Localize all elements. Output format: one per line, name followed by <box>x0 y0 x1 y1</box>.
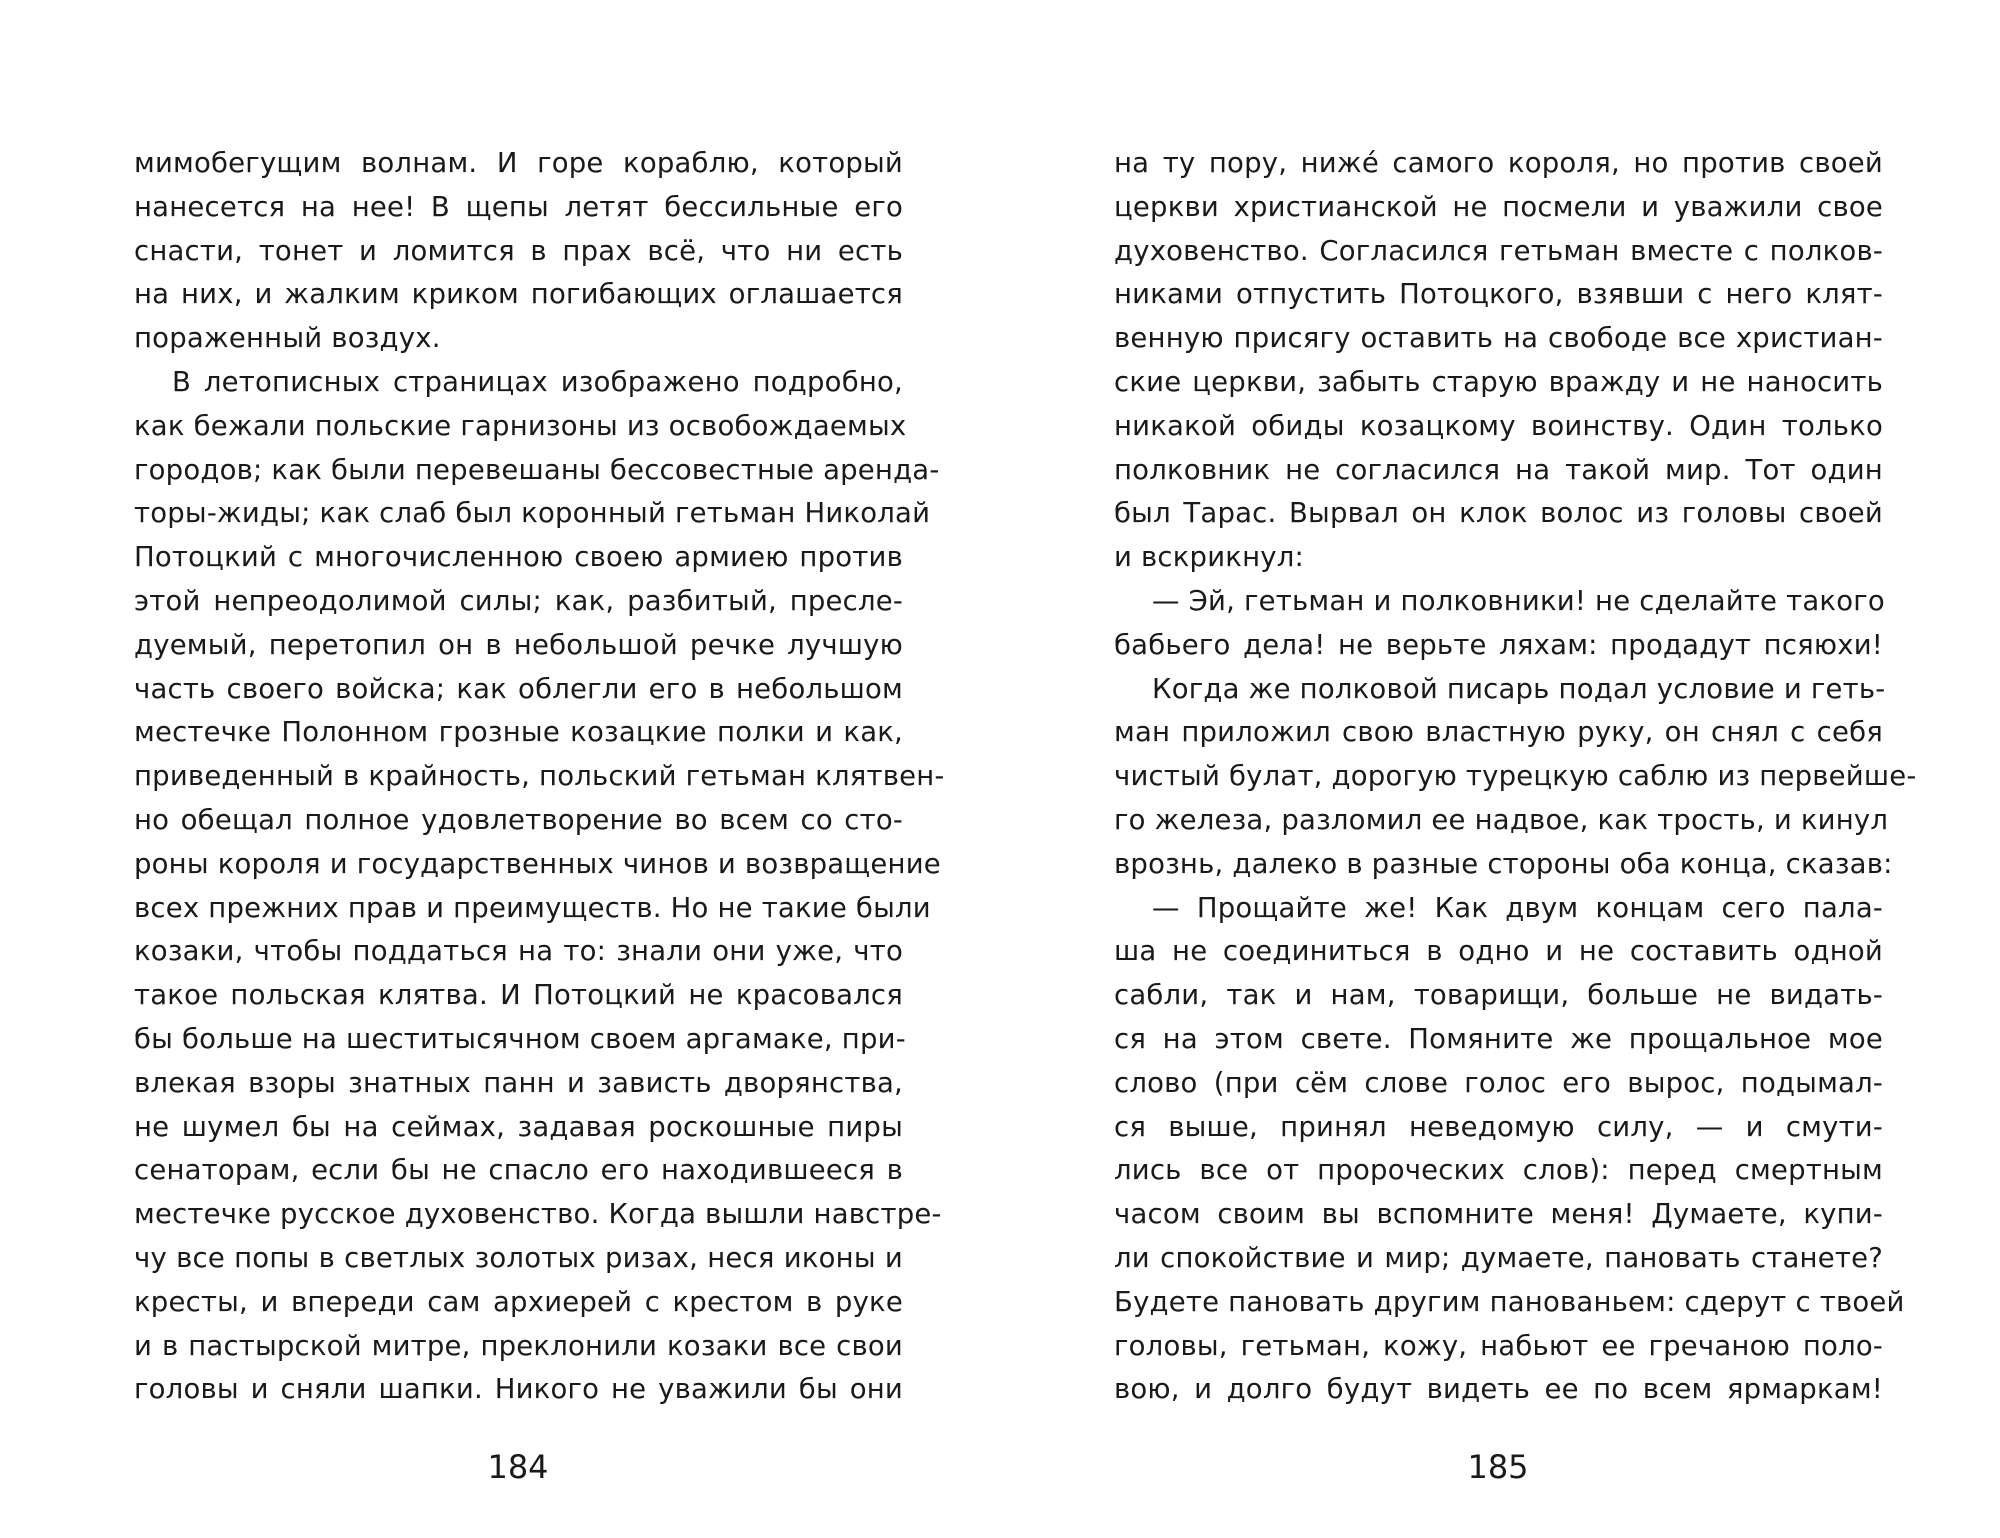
text-line: никакой обиды козацкому воинству. Один только <box>1114 409 1883 442</box>
text-line: полковник не согласился на такой мир. Тот один <box>1114 453 1883 486</box>
text-line: пораженный воздух. <box>134 322 441 355</box>
text-line: ся выше, принял неведомую силу, — и смути- <box>1114 1110 1883 1143</box>
text-line: такое польская клятва. И Потоцкий не красовался <box>134 979 903 1012</box>
text-line: местечке русское духовенство. Когда вышли навстре- <box>134 1198 942 1231</box>
text-line: Когда же полковой писарь подал условие и геть- <box>1152 672 1886 705</box>
text-line: сенаторам, если бы не спасло его находившееся в <box>134 1154 903 1187</box>
text-line: на них, и жалким криком погибающих оглашается <box>134 278 903 311</box>
text-line: вою, и долго будут видеть ее по всем ярмаркам! <box>1114 1373 1883 1406</box>
text-line: и в пастырской митре, преклонили козаки все свои <box>134 1329 903 1362</box>
text-line: никами отпустить Потоцкого, взявши с него клят- <box>1114 278 1883 311</box>
text-line: бы больше на шеститысячном своем аргамаке, при- <box>134 1022 906 1055</box>
text-line: ша не соединиться в одно и не составить одной <box>1114 935 1883 968</box>
text-line: чу все попы в светлых золотых ризах, неся иконы и <box>134 1241 903 1274</box>
text-line: Потоцкий с многочисленною своею армиею против <box>134 541 903 574</box>
text-line: и вскрикнул: <box>1114 541 1304 574</box>
text-line: не шумел бы на сеймах, задавая роскошные пиры <box>134 1110 903 1143</box>
text-line: сабли, так и нам, товарищи, больше не видать- <box>1114 979 1883 1012</box>
text-line: ли спокойствие и мир; думаете, пановать станете? <box>1114 1241 1883 1274</box>
text-line: — Эй, гетьман и полковники! не сделайте такого <box>1152 584 1885 617</box>
page-number-left: 184 <box>487 1448 549 1486</box>
text-line: снасти, тонет и ломится в прах всё, что ни есть <box>134 234 903 267</box>
text-line: Будете пановать другим панованьем: сдерут с твоей <box>1114 1285 1905 1318</box>
text-line: часть своего войска; как облегли его в небольшом <box>134 672 903 705</box>
text-line: местечке Полонном грозные козацкие полки и как, <box>134 716 903 749</box>
text-line: мимобегущим волнам. И горе кораблю, который <box>134 147 903 179</box>
text-line: но обещал полное удовлетворение во всем со сто- <box>134 803 903 836</box>
text-line: всех прежних прав и преимуществ. Но не такие были <box>134 891 931 924</box>
text-line: приведенный в крайность, польский гетьман клятвен- <box>134 760 945 793</box>
text-line: головы, гетьман, кожу, набьют ее гречаною поло- <box>1114 1329 1883 1362</box>
page-number-right: 185 <box>1467 1448 1529 1486</box>
text-line: — Прощайте же! Как двум концам сего пала- <box>1152 891 1883 924</box>
text-line: го железа, разломил ее надвое, как трость, и кинул <box>1114 803 1889 836</box>
text-line: духовенство. Согласился гетьман вместе с полков- <box>1114 234 1883 267</box>
text-line: церкви христианской не посмели и уважили свое <box>1114 190 1883 223</box>
text-line: роны короля и государственных чинов и возвращение <box>134 847 941 880</box>
text-line: чистый булат, дорогую турецкую саблю из первейше- <box>1114 760 1917 793</box>
text-line: на ту пору, нижé самого короля, но против своей <box>1114 147 1883 179</box>
text-line: как бежали польские гарнизоны из освобождаемых <box>134 409 907 442</box>
text-line: лись все от пророческих слов): перед смертным <box>1114 1154 1883 1187</box>
text-line: ские церкви, забыть старую вражду и не наносить <box>1114 365 1883 398</box>
text-line: В летописных страницах изображено подробно, <box>172 365 903 398</box>
text-line: городов; как были перевешаны бессовестные арендa- <box>134 453 940 486</box>
text-line: часом своим вы вспомните меня! Думаете, купи- <box>1114 1198 1883 1231</box>
text-line: этой непреодолимой силы; как, разбитый, пресле- <box>134 584 903 617</box>
text-line: торы-жиды; как слаб был коронный гетьман Николай <box>134 497 931 530</box>
text-line: ман приложил свою властную руку, он снял с себя <box>1114 716 1883 749</box>
text-line: слово (при сём слове голос его вырос, подымал- <box>1114 1066 1883 1099</box>
text-line: дуемый, перетопил он в небольшой речке лучшую <box>134 628 903 661</box>
right-page <box>1000 0 2000 1538</box>
left-page-text <box>134 142 945 1412</box>
text-line: был Тарас. Вырвал он клок волос из головы своей <box>1114 497 1883 530</box>
text-line: ся на этом свете. Помяните же прощальное мое <box>1114 1022 1883 1055</box>
right-page-text <box>1114 142 1917 1412</box>
text-line: влекая взоры знатных панн и зависть дворянства, <box>134 1066 903 1099</box>
text-line: козаки, чтобы поддаться на то: знали они уже, что <box>134 935 903 968</box>
text-line: врознь, далеко в разные стороны оба конца, сказав: <box>1114 847 1893 880</box>
text-line: бабьего дела! не верьте ляхам: продадут псяюхи! <box>1114 628 1883 661</box>
text-line: головы и сняли шапки. Никого не уважили бы они <box>134 1373 903 1406</box>
text-line: кресты, и впереди сам архиерей с крестом в руке <box>134 1285 903 1318</box>
text-line: венную присягу оставить на свободе все христиан- <box>1114 322 1883 355</box>
text-line: нанесется на нее! В щепы летят бессильные его <box>134 190 903 223</box>
